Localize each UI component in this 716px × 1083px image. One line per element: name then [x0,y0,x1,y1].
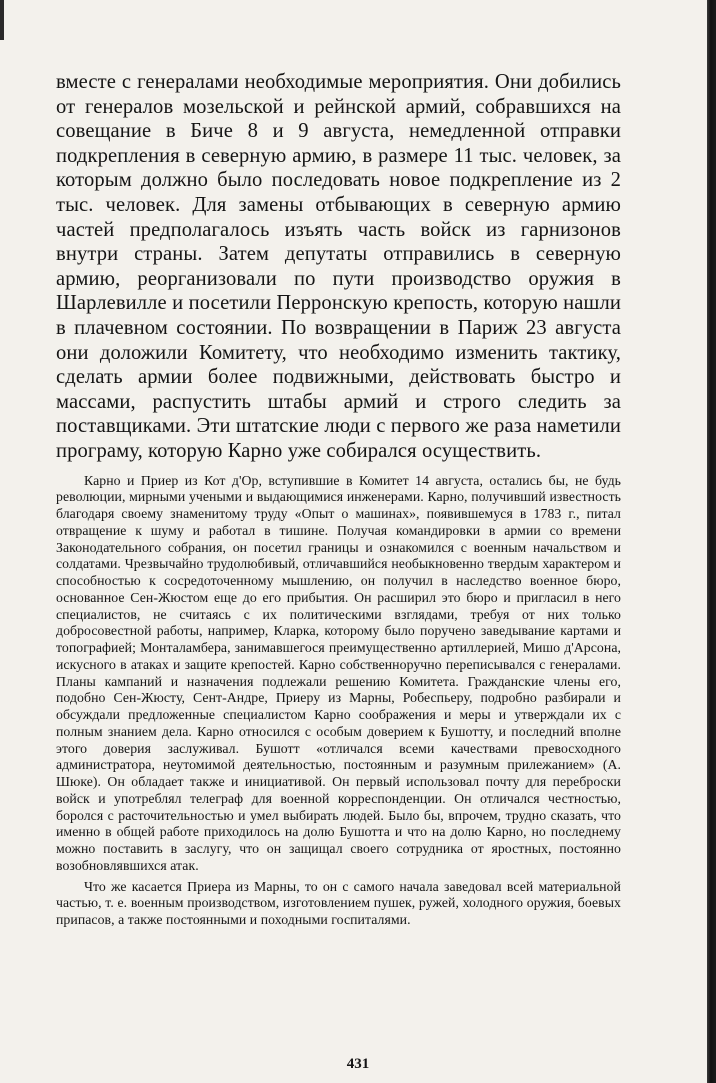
main-paragraph: вместе с генералами необходимые мероприятия. Они добились от генералов мозельской и рейнской армий, собравшихся на совещание в Биче 8 и 9 августа, немедленной отправки подкрепления в северную армию, в размере 11 тыс. человек, за которым должно было последовать новое подкрепление из 2 тыс. человек. Для замены отбывающих в северную армию частей предполагалось изъять часть войск из гарнизонов внутри страны. Затем депутаты отправились в северную армию, реорганизовали по пути производство оружия в Шарлевилле и посетили Перронскую крепость, которую нашли в плачевном состоянии. По возвращении в Париж 23 августа они доложили Комитету, что необходимо изменить тактику, сделать армии более подвижными, действовать быстро и массами, распустить штабы армий и строго следить за поставщиками. Эти штатские люди с первого же раза наметили програму, которую Карно уже собирался осуществить. [56,71,621,462]
page-number: 431 [346,1056,370,1072]
scan-edge-left [0,0,4,40]
small-print-block [56,473,621,929]
main-text-block [56,70,621,464]
small-paragraph-1: Карно и Приер из Кот д'Ор, вступившие в Комитет 14 августа, остались бы, не будь революции, мирными учеными и выдающимися инженерами. Карно, получивший известность благодаря своему знаменитому труду «Опыт о машинах», появившемуся в 1783 г., питал отвращение к шуму и работал в тишине. Получая командировки в армии со времени Законодательного собрания, он посетил границы и ознакомился с военным начальством и солдатами. Чрезвычайно трудолюбивый, отличавшийся необыкновенно твердым характером и способностью к сосредоточенному мышлению, он получил в наследство военное бюро, основанное Сен-Жюстом еще до его прибытия. Он расширил это бюро и пригласил в него специалистов, не считаясь с их политическими взглядами, требуя от них только добросовестной работы, например, Кларка, которому было поручено заведывание картами и топографией; Монталамбера, занимавшегося преимущественно артиллерией, Мишо д'Арсона, искусного в атаках и защите крепостей. Карно собственноручно переписывался с генералами. Планы кампаний и назначения подлежали решению Комитета. Гражданские члены его, подобно Сен-Жюсту, Сент-Андре, Приеру из Марны, Робеспьеру, подробно разбирали и обсуждали предложенные специалистом Карно соображения и меры и утверждали их с полным знанием дела. Карно относился с особым доверием к Бушотту, и последний вполне этого доверия заслуживал. Бушотт «отличался всеми качествами превосходного администратора, неутомимой деятельностью, постоянным и разумным прилежанием» (А. Шюке). Он обладает также и инициативой. Он первый использовал почту для переброски войск и употреблял телеграф для военной корреспонденции. Он отличался честностью, боролся с расточительностью и умел выбирать людей. Было бы, впрочем, трудно сказать, что именно в общей работе приходилось на долю Бушотта и что на долю Карно, но последнему можно поставить в заслугу, что он защищал своего сотрудника от яростных, постоянно возобновлявшихся атак. [56,472,621,873]
book-page [56,70,621,929]
small-paragraph-2: Что же касается Приера из Марны, то он с самого начала заведовал всей материальной частью, т. е. военным производством, изготовлением пушек, ружей, холодного оружия, боевых припасов, а также постоянными и походными госпиталями. [56,878,621,927]
scan-edge-right [707,0,716,1083]
